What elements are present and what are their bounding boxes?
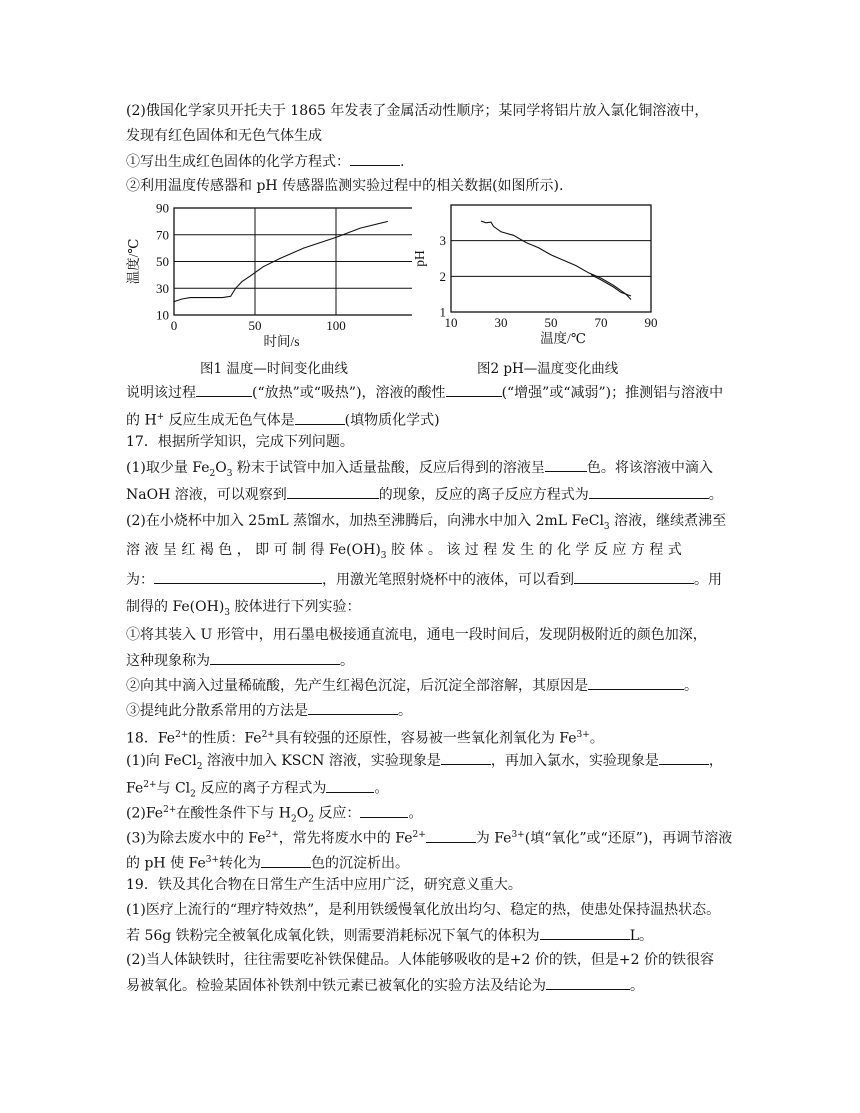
y-axis-label: 温度/℃ [126, 238, 141, 285]
x-tick-label: 100 [326, 318, 346, 333]
series-line-2 [591, 275, 631, 296]
answer-blank[interactable] [446, 382, 502, 397]
q17-line-7: ①将其装入 U 形管中，用石墨电极接通直流电，通电一段时间后，发现阴极附近的颜色加深， [126, 627, 707, 643]
q18-line-5: 的 pH 使 $Fe^{3+}$转化为 色的沉淀析出。 [126, 850, 409, 874]
figure-2-caption: 图2 pH—温度变化曲线 [477, 361, 619, 377]
y-axis-label: pH [412, 250, 427, 267]
q19-line-4: 易被氧化。检验某固体补铁剂中铁元素已被氧化的实验方法及结论为 。 [126, 975, 644, 996]
q18-heading: 18．$Fe^{2+}$的性质：$Fe^{2+}$具有较强的还原性，容易被一些氧化剂氧化为 $Fe^{3+}$。 [126, 730, 604, 747]
q17-line-8: 这种现象称为 。 [126, 650, 354, 671]
answer-blank[interactable] [588, 675, 684, 690]
ph-temperature-chart [410, 198, 670, 358]
answer-blank[interactable] [295, 410, 345, 425]
x-axis-label: 时间/s [263, 334, 300, 349]
answer-blank[interactable] [441, 750, 491, 765]
q18-line-4: (3)为除去废水中的 $Fe^{2+}$，常先将废水中的 $Fe^{2+}$ 为 $Fe^{3+}$(填“氧化”或“还原”)，再调节溶液 [126, 825, 732, 849]
answer-blank[interactable] [261, 853, 311, 868]
x-tick-label: 0 [170, 318, 178, 333]
q17-line-5: 为： ，用激光笔照射烧杯中的液体，可以看到 。用 [126, 569, 722, 590]
x-tick-label: 50 [544, 315, 558, 330]
answer-blank[interactable] [308, 700, 398, 715]
y-tick-label: 2 [439, 268, 446, 284]
answer-blank[interactable] [545, 457, 587, 472]
q19-line-3: (2)当人体缺铁时，往往需要吃补铁保健品。人体能够吸收的是+2 价的铁，但是+2 价的铁很容 [126, 952, 715, 968]
y-tick-label: 50 [156, 254, 169, 269]
q17-heading: 17．根据所学知识，完成下列问题。 [126, 434, 354, 450]
x-tick-label: 10 [444, 315, 458, 330]
answer-blank[interactable] [574, 569, 694, 584]
answer-blank[interactable] [210, 650, 340, 665]
q18-line-1: (1)向 FeCl$_2$ 溶液中加入 KSCN 溶液，实验现象是 ，再加入氯水，实验现象是 ， [126, 750, 723, 777]
figure-1-caption: 图1 温度—时间变化曲线 [200, 361, 348, 377]
q17-line-9: ②向其中滴入过量稀硫酸，先产生红褐色沉淀，后沉淀全部溶解，其原因是 。 [126, 675, 698, 696]
q19-line-1: (1)医疗上流行的“理疗特效热”，是利用铁缓慢氧化放出均匀、稳定的热，使患处保持温热状态。 [126, 902, 721, 918]
y-tick-label: 3 [439, 233, 446, 249]
q18-line-3: $(2)Fe^{2+}$在酸性条件下与 $H_2O_2$ 反应： 。 [126, 800, 422, 829]
y-tick-label: 1 [439, 304, 446, 320]
answer-blank[interactable] [540, 925, 630, 940]
y-tick-label: 90 [156, 200, 169, 216]
temperature-time-chart [122, 198, 412, 358]
x-tick-label: 90 [644, 315, 658, 330]
q19-line-2: 若 56g 铁粉完全被氧化成氧化铁，则需要消耗标况下氧气的体积为 L。 [126, 925, 653, 946]
q17-line-6: 制得的 $Fe(OH)_3$ 胶体进行下列实验： [126, 599, 361, 618]
answer-blank[interactable] [589, 484, 709, 499]
y-tick-label: 70 [156, 227, 169, 243]
x-tick-label: 30 [494, 315, 508, 330]
x-tick-label: 50 [248, 318, 262, 333]
y-tick-label: 10 [156, 307, 169, 323]
q16-intro-line-1: (2)俄国化学家贝开托夫于 1865 年发表了金属活动性顺序；某同学将铝片放入氯化铜溶液中， [126, 103, 709, 119]
answer-blank[interactable] [350, 151, 400, 166]
q16-conclusion-line-2: 的 H+ 反应生成无色气体是 (填物质化学式) [126, 407, 440, 431]
answer-blank[interactable] [426, 828, 476, 843]
x-tick-label: 70 [594, 315, 608, 330]
q17-line-10: ③提纯此分散系常用的方法是 。 [126, 700, 412, 721]
answer-blank[interactable] [546, 975, 630, 990]
q17-line-4: 溶 液 呈 红 褐 色 ， 即 可 制 得 $Fe(OH)_3$ 胶 体 。 该 过 程 发 生 的 化 学 反 应 方 程 式 [126, 542, 682, 561]
x-axis-label: 温度/℃ [540, 331, 586, 346]
q19-heading: 19．铁及其化合物在日常生产生活中应用广泛，研究意义重大。 [126, 877, 522, 893]
q17-line-2: NaOH 溶液，可以观察到 的现象，反应的离子反应方程式为 。 [126, 484, 723, 505]
series-line-1 [481, 221, 631, 300]
q18-line-2: $Fe^{2+}$与 $Cl_2$ 反应的离子方程式为 。 [126, 775, 388, 804]
q16-conclusion-line-1: 说明该过程 (“放热”或“吸热”)，溶液的酸性 (“增强”或“减弱”)；推测铝与溶液中 [126, 382, 723, 403]
answer-blank[interactable] [360, 803, 408, 818]
answer-blank[interactable] [287, 484, 379, 499]
q16-intro-line-2: 发现有红色固体和无色气体生成 [126, 128, 322, 144]
answer-blank[interactable] [154, 569, 322, 584]
q16-intro-line-4: ②利用温度传感器和 pH 传感器监测实验过程中的相关数据(如图所示). [126, 178, 564, 194]
answer-blank[interactable] [659, 750, 709, 765]
y-tick-label: 30 [156, 280, 169, 296]
q17-line-3: (2)在小烧杯中加入 25mL 蒸馏水，加热至沸腾后，向沸水中加入 2mL FeCl$_3$ 溶液，继续煮沸至 [126, 513, 727, 532]
q16-intro-line-3: ①写出生成红色固体的化学方程式： . [126, 151, 404, 172]
answer-blank[interactable] [196, 382, 252, 397]
answer-blank[interactable] [326, 778, 374, 793]
q17-line-1: (1)取少量 $Fe_2O_3$ 粉末于试管中加入适量盐酸，反应后得到的溶液呈 色。将该溶液中滴入 [126, 457, 713, 484]
